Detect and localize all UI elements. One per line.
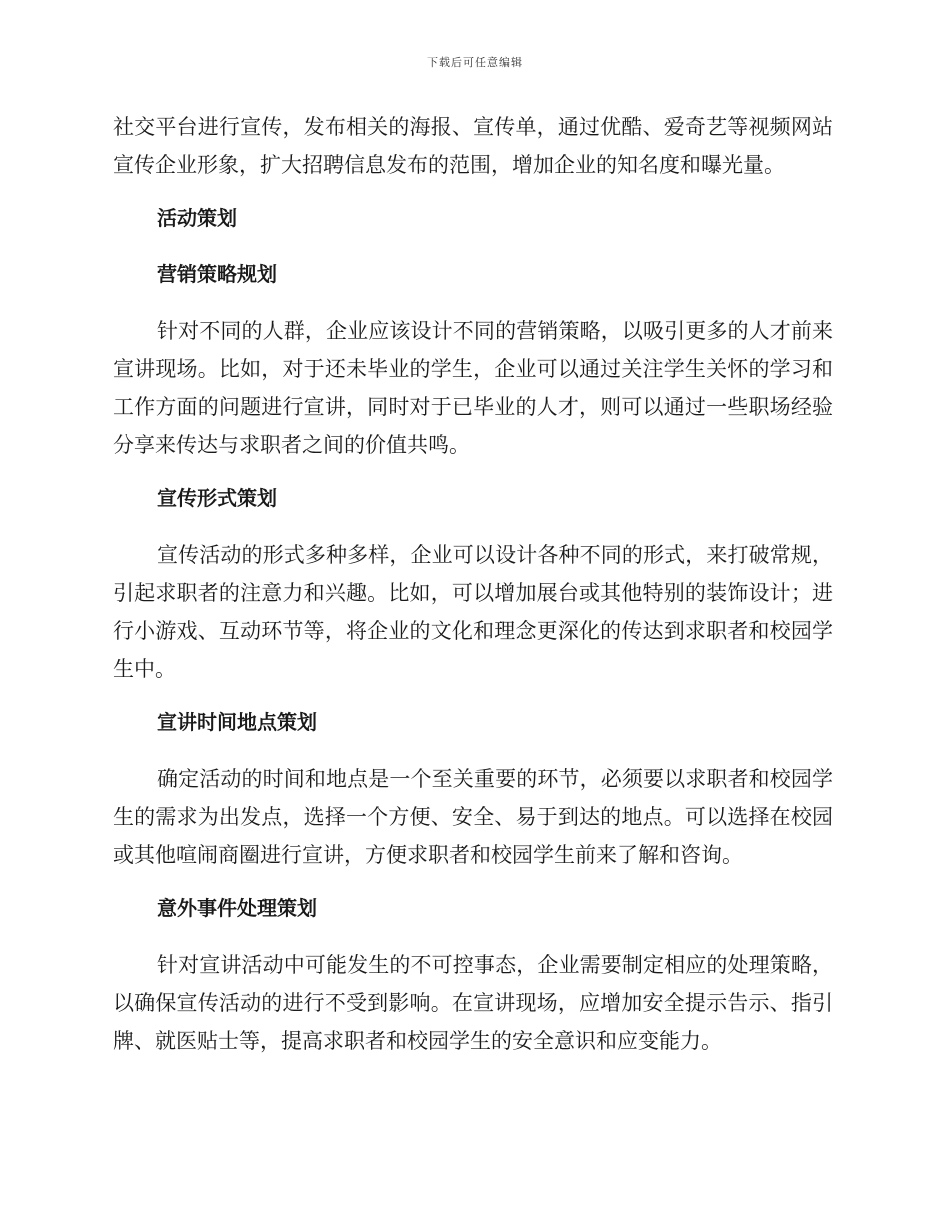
heading-marketing-strategy: 营销策略规划: [157, 262, 277, 286]
heading-promotion-form: 宣传形式策划: [157, 486, 277, 510]
page-header: 下载后可任意编辑: [427, 56, 523, 69]
paragraph-marketing-strategy: 针对不同的人群，企业应该设计不同的营销策略，以吸引更多的人才前来宣讲现场。比如，对于还未毕业的学生，企业可以通过关注学生关怀的学习和工作方面的问题进行宣讲，同时对于已毕业的人才，则可以通过一些职场经验分享来传达与求职者之间的价值共鸣。: [113, 319, 833, 457]
document-body: [113, 108, 833, 1076]
paragraph-promotion-form: 宣传活动的形式多种多样，企业可以设计各种不同的形式，来打破常规，引起求职者的注意力和兴趣。比如，可以增加展台或其他特别的装饰设计；进行小游戏、互动环节等，将企业的文化和理念更深化的传达到求职者和校园学生中。: [113, 543, 833, 681]
heading-incident-handling: 意外事件处理策划: [157, 896, 317, 920]
heading-time-location: 宣讲时间地点策划: [157, 710, 317, 734]
heading-activity-planning: 活动策划: [157, 206, 237, 230]
paragraph-intro: 社交平台进行宣传，发布相关的海报、宣传单，通过优酷、爱奇艺等视频网站宣传企业形象，扩大招聘信息发布的范围，增加企业的知名度和曝光量。: [113, 115, 833, 177]
paragraph-incident-handling: 针对宣讲活动中可能发生的不可控事态，企业需要制定相应的处理策略，以确保宣传活动的进行不受到影响。在宣讲现场，应增加安全提示告示、指引牌、就医贴士等，提高求职者和校园学生的安全意识和应变能力。: [113, 953, 833, 1053]
paragraph-time-location: 确定活动的时间和地点是一个至关重要的环节，必须要以求职者和校园学生的需求为出发点，选择一个方便、安全、易于到达的地点。可以选择在校园或其他喧闹商圈进行宣讲，方便求职者和校园学生前来了解和咨询。: [113, 767, 833, 867]
